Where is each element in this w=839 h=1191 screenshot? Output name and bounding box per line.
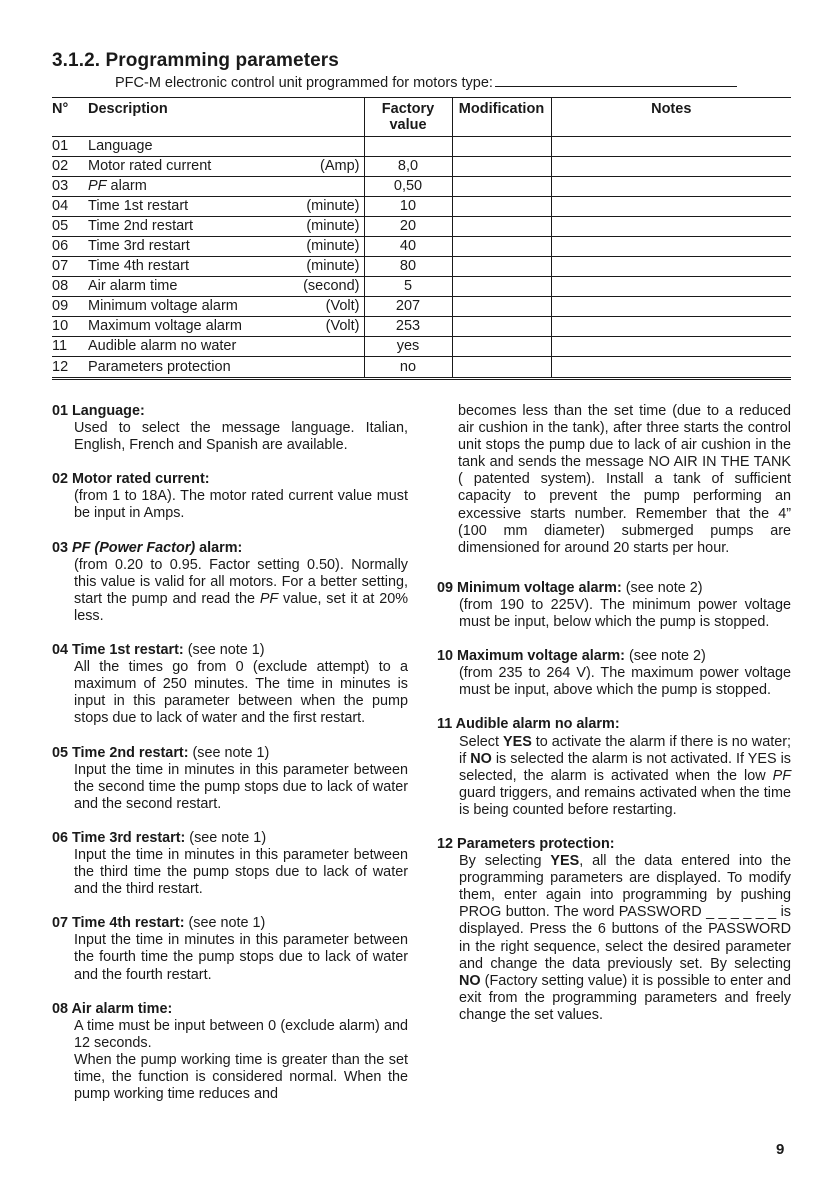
row-modification [452, 237, 551, 257]
param-07-heading [52, 915, 408, 932]
param-05-note: (see note 1) [188, 744, 270, 761]
motor-type-blank [495, 75, 737, 87]
param-05-heading-text: 05 Time 2nd restart: [52, 744, 189, 761]
table-row [52, 357, 791, 379]
param-02-text: (from 1 to 18A). The motor rated current value must be input in Amps. [74, 488, 408, 522]
row-description [84, 337, 364, 357]
param-07-description [52, 915, 408, 983]
row-label-italic: PF [88, 178, 107, 194]
row-notes [551, 317, 791, 337]
param-06-description [52, 830, 408, 898]
row-number: 10 [52, 317, 84, 337]
row-number: 08 [52, 277, 84, 297]
right-column [437, 403, 791, 1041]
param-03-heading-italic: PF (Power Factor) [72, 539, 196, 556]
table-row [52, 177, 791, 197]
param-10-note: (see note 2) [624, 648, 706, 665]
header-factory-value [364, 98, 452, 137]
row-label: Time 1st restart [88, 198, 189, 214]
table-header-row [52, 98, 791, 137]
param-06-note: (see note 1) [185, 829, 267, 846]
table-row [52, 277, 791, 297]
param-08-description [52, 1001, 408, 1104]
row-factory-value: 0,50 [364, 177, 452, 197]
row-description [84, 157, 364, 177]
param-07-note: (see note 1) [184, 915, 266, 932]
param-10-description [437, 648, 791, 699]
param-06-heading-text: 06 Time 3rd restart: [52, 829, 186, 846]
param-09-heading-text: 09 Minimum voltage alarm: [437, 579, 622, 596]
param-04-text: All the times go from 0 (exclude attempt) to a maximum of 250 minutes. The time in minutes is input in this parameter between when the pump stops due to lack of water and the first restart. [74, 659, 408, 727]
page-number: 9 [776, 1141, 785, 1158]
param-03-text-italic: PF [259, 590, 279, 607]
param-08-text-1: A time must be input between 0 (exclude alarm) and 12 seconds. [74, 1017, 408, 1051]
row-description [84, 317, 364, 337]
table-row [52, 297, 791, 317]
param-11-text-3: is selected the alarm is not activated. If YES is selected, the alarm is activated when the low [459, 750, 791, 784]
row-label: Air alarm time [88, 278, 178, 294]
row-label: Time 4th restart [88, 258, 189, 274]
row-label: Time 2nd restart [88, 218, 194, 234]
param-09-description [437, 580, 791, 631]
row-description [84, 357, 364, 379]
row-number: 05 [52, 217, 84, 237]
row-unit: (Volt) [325, 298, 360, 314]
row-number: 07 [52, 257, 84, 277]
row-description [84, 277, 364, 297]
param-10-text: (from 235 to 264 V). The maximum power voltage must be input, above which the pump is stopped. [459, 665, 791, 699]
param-11-no: NO [470, 750, 492, 767]
param-02-description [52, 471, 408, 522]
row-description [84, 197, 364, 217]
left-column [52, 403, 408, 1120]
row-factory-value: 253 [364, 317, 452, 337]
table-row [52, 137, 791, 157]
param-12-yes: YES [550, 853, 580, 870]
header-no: N° [52, 98, 84, 137]
table-row [52, 317, 791, 337]
row-modification [452, 277, 551, 297]
param-04-note: (see note 1) [183, 642, 265, 659]
param-10-heading [437, 648, 791, 665]
row-notes [551, 157, 791, 177]
table-row [52, 157, 791, 177]
header-description: Description [84, 98, 364, 137]
row-factory-value: no [364, 357, 452, 379]
row-factory-value: yes [364, 337, 452, 357]
param-12-text-1: By selecting [459, 853, 551, 870]
row-notes [551, 237, 791, 257]
row-modification [452, 177, 551, 197]
param-03-text [52, 557, 408, 625]
row-notes [551, 337, 791, 357]
row-factory-value [364, 137, 452, 157]
row-unit: (minute) [306, 258, 360, 274]
param-06-heading [52, 830, 408, 847]
row-modification [452, 217, 551, 237]
row-notes [551, 357, 791, 379]
row-number: 06 [52, 237, 84, 257]
row-factory-value: 20 [364, 217, 452, 237]
param-11-description [437, 716, 791, 819]
param-04-description [52, 642, 408, 727]
param-12-no: NO [459, 972, 481, 989]
row-description [84, 237, 364, 257]
param-11-yes: YES [503, 733, 532, 750]
table-row [52, 197, 791, 217]
motor-type-line [115, 75, 737, 91]
row-label: Parameters protection [88, 358, 231, 375]
row-label: Audible alarm no water [88, 338, 237, 354]
row-modification [452, 137, 551, 157]
param-05-heading [52, 745, 408, 762]
row-unit: (minute) [306, 218, 360, 234]
param-05-description [52, 745, 408, 813]
param-09-note: (see note 2) [621, 579, 703, 596]
row-unit: (Amp) [320, 158, 360, 174]
row-modification [452, 317, 551, 337]
row-notes [551, 257, 791, 277]
row-unit: (second) [303, 278, 360, 294]
table-row [52, 237, 791, 257]
param-11-pf: PF [772, 767, 791, 784]
param-12-text [437, 853, 791, 1024]
param-01-text: Used to select the message language. Italian, English, French and Spanish are available. [74, 420, 408, 454]
header-modification: Modification [452, 98, 551, 137]
param-01-heading: 01 Language: [52, 403, 145, 419]
param-04-heading [52, 642, 408, 659]
row-notes [551, 137, 791, 157]
param-08-text [52, 1018, 408, 1103]
row-label [88, 177, 147, 196]
param-07-text: Input the time in minutes in this parameter between the fourth time the pump stops due to lack of water and the fourth restart. [74, 932, 408, 983]
param-12-text-3: (Factory setting value) it is possible to enter and exit from the programming parameters and freely change the set values. [459, 972, 791, 1023]
param-12-description [437, 836, 791, 1024]
row-notes [551, 197, 791, 217]
row-description [84, 217, 364, 237]
row-unit: (Volt) [325, 318, 360, 334]
row-description [84, 297, 364, 317]
param-11-heading: 11 Audible alarm no alarm: [437, 716, 620, 733]
row-factory-value: 10 [364, 197, 452, 217]
param-02-heading: 02 Motor rated current: [52, 471, 210, 488]
param-05-text: Input the time in minutes in this parameter between the second time the pump stops due to lack of water and the second restart. [74, 761, 408, 812]
row-modification [452, 357, 551, 379]
row-notes [551, 277, 791, 297]
row-description [84, 177, 364, 197]
param-03-heading [52, 540, 408, 557]
table-row [52, 337, 791, 357]
row-notes [551, 177, 791, 197]
row-unit: (minute) [306, 198, 360, 214]
row-modification [452, 257, 551, 277]
row-label: Language [88, 138, 153, 154]
section-title: 3.1.2. Programming parameters [52, 50, 339, 71]
row-modification [452, 197, 551, 217]
row-number: 09 [52, 297, 84, 317]
row-label: Minimum voltage alarm [88, 298, 238, 314]
row-modification [452, 337, 551, 357]
row-factory-value: 207 [364, 297, 452, 317]
param-12-heading: 12 Parameters protection: [437, 835, 615, 852]
row-factory-value: 40 [364, 237, 452, 257]
row-number: 12 [52, 357, 84, 379]
row-notes [551, 217, 791, 237]
row-number: 04 [52, 197, 84, 217]
header-factory-line1: Factory [381, 101, 435, 117]
row-factory-value: 8,0 [364, 157, 452, 177]
param-10-heading-text: 10 Maximum voltage alarm: [437, 648, 625, 665]
param-11-text-1: Select [459, 733, 503, 750]
param-03-text-b: value, set it at 20% less. [74, 590, 408, 624]
param-11-text-4: guard triggers, and remains activated when the time is being counted before restarting. [459, 784, 791, 818]
row-description [84, 137, 364, 157]
table-row [52, 257, 791, 277]
row-label-rest: alarm [106, 178, 147, 194]
row-number: 02 [52, 157, 84, 177]
row-notes [551, 297, 791, 317]
param-04-heading-text: 04 Time 1st restart: [52, 642, 184, 659]
row-number: 03 [52, 177, 84, 197]
table-row [52, 217, 791, 237]
header-notes: Notes [551, 98, 791, 137]
param-03-description [52, 540, 408, 625]
row-unit: (minute) [306, 238, 360, 254]
param-03-heading-prefix: 03 [52, 539, 73, 556]
param-08-heading: 08 Air alarm time: [52, 1000, 173, 1017]
row-description [84, 257, 364, 277]
param-01-description [52, 403, 408, 454]
row-label: Time 3rd restart [88, 238, 190, 254]
parameters-table [52, 97, 791, 380]
param-11-text-2: to activate the alarm if there is no water; if [459, 733, 791, 767]
param-11-text [437, 734, 791, 819]
row-label: Maximum voltage alarm [88, 318, 242, 334]
row-label: Motor rated current [88, 158, 212, 174]
row-modification [452, 157, 551, 177]
row-factory-value: 5 [364, 277, 452, 297]
param-09-text: (from 190 to 225V). The minimum power voltage must be input, below which the pump is stopped. [459, 596, 791, 631]
param-03-text-a: (from 0.20 to 0.95. Factor setting 0.50). Normally this value is valid for all motors. For a better setting, start the pump and read the [74, 556, 408, 607]
row-modification [452, 297, 551, 317]
param-08-text-continued: becomes less than the set time (due to a reduced air cushion in the tank), after three starts the control unit stops the pump due to lack of air cushion in the tank and sends the message NO AIR IN THE TANK ( patented system). Install a tank of sufficient capacity to prevent the pump performing an excessive starts number. Remember that the 4” (100 mm diameter) submerged pumps are dimensioned for around 20 starts per hour. [458, 403, 791, 556]
header-factory-line2: value [389, 117, 427, 133]
param-06-text: Input the time in minutes in this parameter between the third time the pump stops due to lack of water and the third restart. [74, 846, 408, 898]
param-03-heading-suffix: alarm: [195, 539, 243, 556]
row-number: 01 [52, 137, 84, 157]
motor-type-label: PFC-M electronic control unit programmed for motors type: [115, 75, 493, 91]
row-number: 11 [52, 337, 84, 357]
param-08-text-2: When the pump working time is greater than the set time, the function is considered normal. When the pump working time reduces and [74, 1051, 408, 1103]
param-12-text-2: , all the data entered into the programming parameters are displayed. To modify them, enter again into programming by pushing PROG button. The word PASSWORD _ _ _ _ _ _ is displayed. Press the 6 buttons of the PASSWORD in the right sequence, select the desired parameter and change the data previously set. By selecting [459, 853, 791, 972]
param-09-heading [437, 580, 791, 597]
param-07-heading-text: 07 Time 4th restart: [52, 915, 185, 932]
row-factory-value: 80 [364, 257, 452, 277]
